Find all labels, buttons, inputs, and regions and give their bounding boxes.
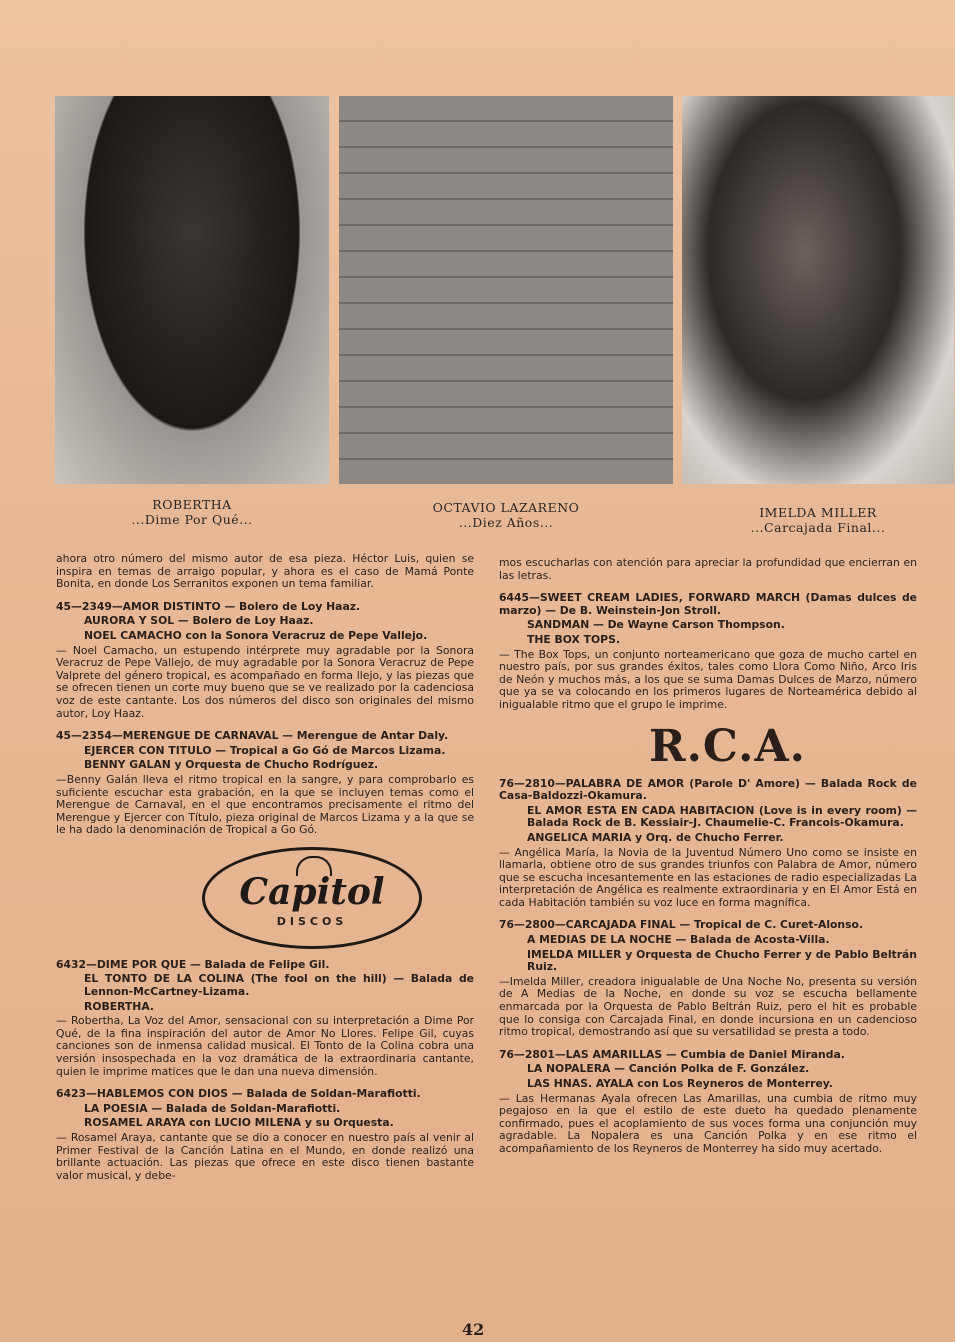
review-2801 <box>499 1049 917 1156</box>
column-left <box>56 553 474 1192</box>
review-heading: 6445—SWEET CREAM LADIES, FORWARD MARCH (Damas dulces de marzo) — De B. Weinstein-Jon Stroll. <box>499 591 917 617</box>
review-artist: NOEL CAMACHO con la Sonora Veracruz de Pepe Vallejo. <box>84 628 428 642</box>
caption-octavio <box>339 500 673 530</box>
photo-imelda-miller <box>682 96 954 484</box>
review-artist: BENNY GALAN y Orquesta de Chucho Rodríguez. <box>84 758 379 772</box>
review-body: — Las Hermanas Ayala ofrecen Las Amarillas, una cumbia de ritmo muy pegajoso en la que el estilo de este dueto ha quedado plenamente confirmado, pues el acoplamiento de sus voces forma una conjunción muy agradable. La Nopalera es una Canción Polka y en ese ritmo el acompañamiento de los Reyneros de Monterrey ha sido muy acertado. <box>499 1091 917 1155</box>
caption-song: ...Carcajada Final... <box>750 520 886 535</box>
caption-name: IMELDA MILLER <box>759 505 877 520</box>
review-heading: 76—2800—CARCAJADA FINAL — Tropical de C. Curet-Alonso. <box>499 918 864 932</box>
review-heading: 45—2354—MERENGUE DE CARNAVAL — Merengue de Antar Daly. <box>56 729 449 743</box>
review-artist: IMELDA MILLER y Orquesta de Chucho Ferrer y de Pablo Beltrán Ruiz. <box>527 947 917 974</box>
review-6445 <box>499 592 917 711</box>
review-body: — The Box Tops, un conjunto norteamericano que goza de mucho cartel en nuestro país, por sus grandes éxitos, tales como Llora Como Niño, Arco Iris de Neón y muchos más, a los que se suma Damas Dulces de Marzo, número que ya se va colocando en los primeros lugares de Norteamérica debido al inigualable ritmo que el grupo le imprime. <box>499 647 917 711</box>
review-body: —Imelda Miller, creadora inigualable de Una Noche No, presenta su versión de A Medias de la Noche, en donde su voz se escucha bellamente enmarcada por la Orquesta de Pablo Beltrán Ruiz, pero el hit es probable que lo consiga con Carcajada Final, en donde incursiona en un cadencioso ritmo tropical, demostrando así que su versatilidad se presta a todo. <box>499 974 917 1039</box>
logo-name: Capitol <box>239 870 385 913</box>
photo-robertha <box>55 96 329 484</box>
caption-song: ...Dime Por Qué... <box>131 512 253 527</box>
review-body: — Angélica María, la Novia de la Juventud Número Uno como se insiste en llamarla, obtiene otro de sus grandes triunfos con Palabra de Amor, número que se escucha incesantemente en las estaciones de radio especializadas La interpretación de Angélica es realmente extraordinaria y en El Amor Está en cada Habitación también su voz luce en forma magnífica. <box>499 845 917 909</box>
photo-octavio-lazareno <box>339 96 673 484</box>
review-artist: ROBERTHA. <box>84 999 154 1013</box>
continued-paragraph: mos escucharlas con atención para apreciar la profundidad que encierran en las letras. <box>499 556 917 582</box>
review-heading: EL AMOR ESTA EN CADA HABITACION (Love is in every room) — Balada Rock de B. Kessiair-J. Chaumelie-C. Francois-Okamura. <box>527 803 917 830</box>
review-heading: LA POESIA — Balada de Soldan-Marafiotti. <box>84 1101 341 1115</box>
review-artist: THE BOX TOPS. <box>527 632 620 646</box>
review-heading: SANDMAN — De Wayne Carson Thompson. <box>527 618 785 632</box>
review-6423 <box>56 1088 474 1182</box>
review-body: — Robertha, La Voz del Amor, sensacional con su interpretación a Dime Por Qué, de la fina inspiración del autor de Amor No Llores. Felipe Gil, cuyas canciones son de inmensa calidad musical. El Tonto de la Colina cobra una versión insospechada en la voz dramática de la extraordinaria cantante, quien le imprime matices que le dan una nueva dimensión. <box>56 1014 474 1078</box>
review-heading: 6423—HABLEMOS CON DIOS — Balada de Soldan-Marafiotti. <box>56 1087 421 1101</box>
review-body: — Noel Camacho, un estupendo intérprete muy agradable por la Sonora Veracruz de Pepe Vallejo, de muy agradable por la Sonora Veracruz de Pepe Valprete del género tropical, es acompañado en forma llejo, y las piezas que se ofrecen tienen un corte muy bueno que se ve realizado por la cadenciosa voz de este cantante. Los dos números del disco son originales del mismo autor, Loy Haaz. <box>56 643 474 720</box>
review-body: — Rosamel Araya, cantante que se dio a conocer en nuestro país al venir al Primer Festival de la Canción Latina en el Mundo, en donde realizó una brillante actuación. Las piezas que ofrece en este disco tienen bastante valor musical, y debe- <box>56 1131 474 1182</box>
review-heading: A MEDIAS DE LA NOCHE — Balada de Acosta-Villa. <box>527 933 830 947</box>
review-heading: 76—2801—LAS AMARILLAS — Cumbia de Daniel Miranda. <box>499 1047 845 1061</box>
review-6432 <box>56 959 474 1078</box>
review-artist: ANGELICA MARIA y Orq. de Chucho Ferrer. <box>527 830 784 844</box>
intro-paragraph: ahora otro número del mismo autor de esa pieza. Héctor Luis, quien se inspira en temas de arraigo popular, y ahora es el caso de Mamá Ponte Bonita, en donde Los Serranitos exponen un tema familiar. <box>56 552 474 591</box>
review-heading: LA NOPALERA — Canción Polka de F. González. <box>527 1062 810 1076</box>
review-2810 <box>499 778 917 910</box>
review-2354 <box>56 730 474 837</box>
review-artist: LAS HNAS. AYALA con Los Reyneros de Monterrey. <box>527 1077 833 1090</box>
caption-name: ROBERTHA <box>152 497 232 512</box>
logo-subtitle: DISCOS <box>276 914 348 928</box>
review-artist: ROSAMEL ARAYA con LUCIO MILENA y su Orquesta. <box>84 1116 394 1130</box>
caption-robertha <box>55 497 329 527</box>
review-heading: AURORA Y SOL — Bolero de Loy Haaz. <box>84 614 314 628</box>
page-number: 42 <box>462 1320 485 1339</box>
review-body: —Benny Galán lleva el ritmo tropical en la sangre, y para comprobarlo es suficiente escuchar esta grabación, en la que se incluyen temas como el Merengue de Carnaval, en el que encontramos precisamente el ritmo del Merengue y Ejercer con Título, pieza original de Marcos Lizama y a la que se le ha dado la denominación de Tropical a Go Gó. <box>56 772 474 837</box>
review-2800 <box>499 919 917 1038</box>
review-heading: EL TONTO DE LA COLINA (The fool on the hill) — Balada de Lennon-McCartney-Lizama. <box>84 972 474 999</box>
review-2349 <box>56 601 474 720</box>
caption-imelda <box>682 505 954 535</box>
review-heading: 45—2349—AMOR DISTINTO — Bolero de Loy Haaz. <box>56 599 361 613</box>
column-right <box>499 557 917 1166</box>
review-heading: 6432—DIME POR QUE — Balada de Felipe Gil. <box>56 957 330 971</box>
review-heading: 76—2810—PALABRA DE AMOR (Parole D' Amore) — Balada Rock de Casa-Baldozzi-Okamura. <box>499 776 917 803</box>
caption-name: OCTAVIO LAZARENO <box>432 500 580 515</box>
caption-song: ...Diez Años... <box>458 515 554 530</box>
rca-label-heading: R.C.A. <box>649 720 806 772</box>
capitol-discos-logo <box>202 847 422 949</box>
review-heading: EJERCER CON TITULO — Tropical a Go Gó de Marcos Lizama. <box>84 743 446 757</box>
